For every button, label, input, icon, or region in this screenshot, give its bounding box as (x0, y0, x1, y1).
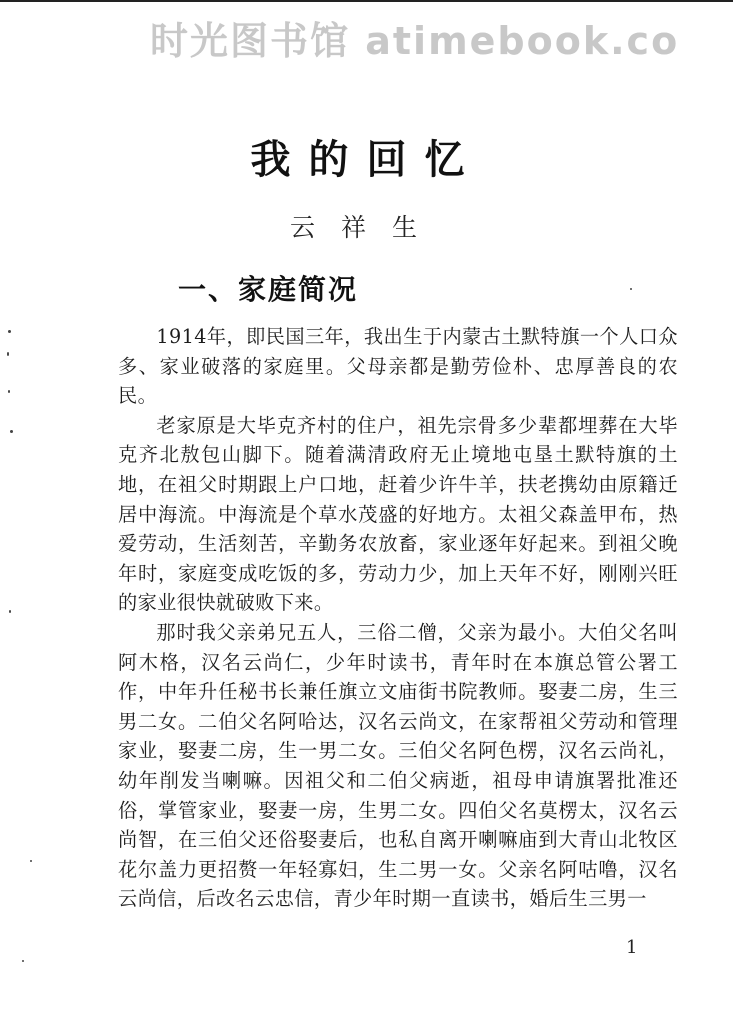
scan-speck (8, 330, 11, 333)
scan-speck (7, 352, 9, 356)
paragraph-3: 那时我父亲弟兄五人，三俗二僧，父亲为最小。大伯父名叫阿木格，汉名云尚仁，少年时读书，青年时在本旗总管公署工作，中年升任秘书长兼任旗立文庙街书院教师。娶妻二房，生三男二女。二伯父名阿哈达，汉名云尚文，在家帮祖父劳动和管理家业，娶妻二房，生一男二女。三伯父名阿色楞，汉名云尚礼，幼年削发当喇嘛。因祖父和二伯父病逝，祖母申请旗署批准还俗，掌管家业，娶妻一房，生男二女。四伯父名莫楞太，汉名云尚智，在三伯父还俗娶妻后，也私自离开喇嘛庙到大青山北牧区花尔盖力更招赘一年轻寡妇，生二男一女。父亲名阿咕噜，汉名云尚信，后改名云忠信，青少年时期一直读书，婚后生三男一 (118, 620, 678, 911)
section-heading: 一、家庭简况 (178, 273, 359, 306)
scan-speck (630, 288, 632, 290)
paragraph-1: 1914年，即民国三年，我出生于内蒙古土默特旗一个人口众多、家业破落的家庭里。父母亲都是勤劳俭朴、忠厚善良的农民。 (118, 325, 678, 408)
top-border-line (0, 0, 733, 2)
page-title: 我的回忆 (250, 137, 483, 183)
watermark: 时光图书馆 atimebook.co (150, 19, 680, 63)
author-name: 云祥生 (289, 213, 443, 242)
scan-speck (30, 860, 32, 862)
scan-speck (9, 610, 11, 613)
scan-speck (10, 430, 13, 433)
scan-speck (8, 390, 10, 393)
paragraph-2: 老家原是大毕克齐村的住户，祖先宗骨多少辈都埋葬在大毕克齐北敖包山脚下。随着满清政府无止境地屯垦土默特旗的土地，在祖父时期跟上户口地，赶着少许牛羊，扶老携幼由原籍迁居中海流。中海流是个草水茂盛的好地方。太祖父森盖甲布，热爱劳动，生活刻苦，辛勤务农放畜，家业逐年好起来。到祖父晚年时，家庭变成吃饭的多，劳动力少，加上天年不好，刚刚兴旺的家业很快就破败下来。 (118, 413, 678, 615)
body-text (118, 322, 678, 914)
page-number: 1 (626, 937, 638, 958)
scan-speck (22, 960, 24, 962)
